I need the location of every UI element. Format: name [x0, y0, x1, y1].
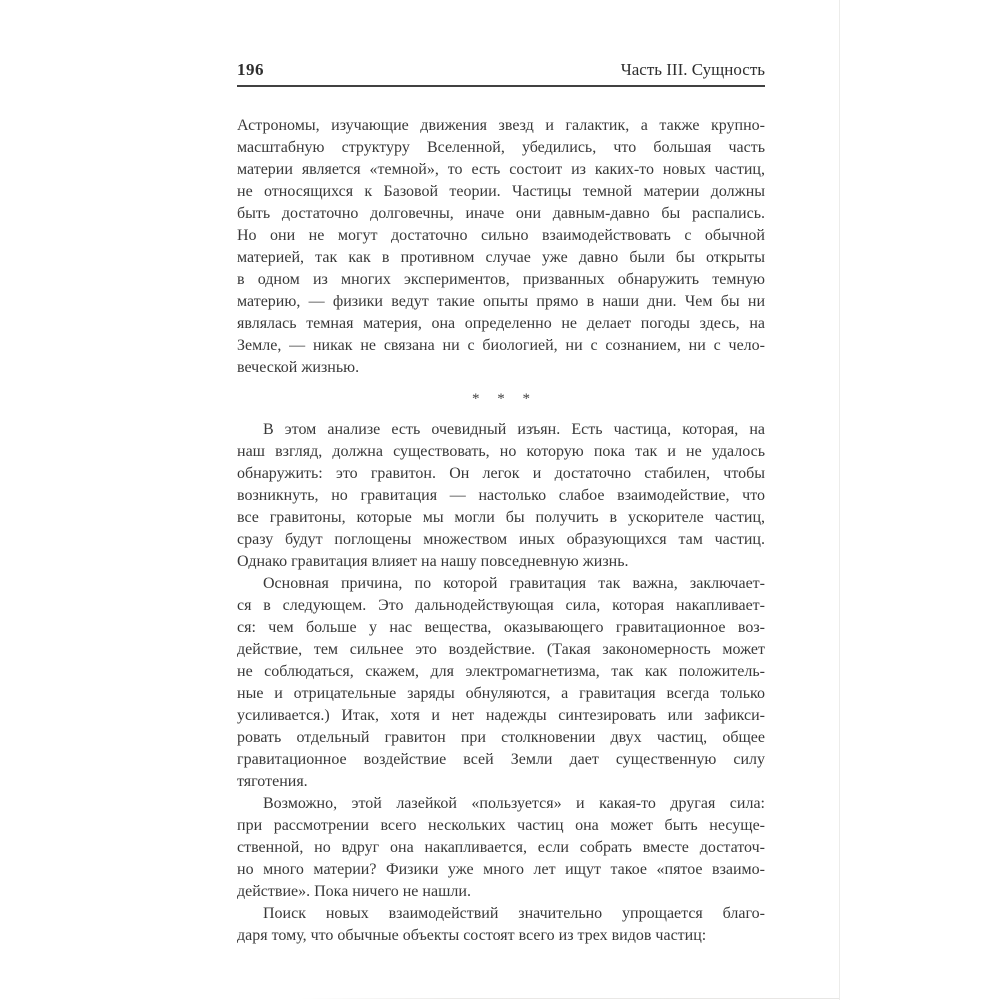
paragraph — [237, 419, 765, 573]
text-line: даря тому, что обычные объекты состоят всего из трех видов частиц: — [237, 927, 707, 944]
text-line: действие». Пока ничего не нашли. — [237, 883, 471, 900]
page-bottom-edge — [300, 998, 839, 999]
text-line: материей, так как в противном случае уже давно были бы открыты — [237, 249, 765, 266]
text-line: обнаружить: это гравитон. Он легок и достаточно стабилен, чтобы — [237, 465, 765, 482]
text-line: являлась темная материя, она определенно не делает погоды здесь, на — [237, 315, 765, 332]
text-line: ся в следующем. Это дальнодействующая сила, которая накапливает- — [237, 597, 765, 614]
text-line: гравитационное воздействие всей Земли дает существенную силу — [237, 751, 765, 768]
text-line: Земле, — никак не связана ни с биологией, ни с сознанием, ни с чело- — [237, 337, 765, 354]
paragraph-group-closing — [237, 419, 765, 947]
paragraph — [237, 903, 765, 947]
text-line: не соблюдаться, скажем, для электромагнетизма, так как положитель- — [237, 663, 765, 680]
text-line: Возможно, этой лазейкой «пользуется» и какая-то другая сила: — [263, 795, 765, 812]
text-line: масштабную структуру Вселенной, убедились, что большая часть — [237, 139, 765, 156]
text-line: в одном из многих экспериментов, призванных обнаружить темную — [237, 271, 765, 288]
text-line: Поиск новых взаимодействий значительно упрощается благо- — [263, 905, 765, 922]
page-number: 196 — [237, 60, 264, 79]
text-line: ственной, но вдруг она накапливается, если собрать вместе достаточ- — [237, 839, 765, 856]
text-line: В этом анализе есть очевидный изъян. Есть частица, которая, на — [263, 421, 765, 438]
running-title: Часть III. Сущность — [620, 60, 765, 79]
text-line: Однако гравитация влияет на нашу повседневную жизнь. — [237, 553, 629, 570]
page-header — [237, 58, 765, 87]
text-line: сразу будут поглощены множеством иных образующихся там частиц. — [237, 531, 765, 548]
section-separator: * * * — [472, 391, 537, 407]
text-line: не относящихся к Базовой теории. Частицы темной материи должны — [237, 183, 765, 200]
text-line: материи является «темной», то есть состоит из каких-то новых частиц, — [237, 161, 765, 178]
body-text — [237, 115, 765, 947]
paragraph-group-opening — [237, 115, 765, 379]
text-line: Астрономы, изучающие движения звезд и галактик, а также крупно- — [237, 117, 765, 134]
text-line: действие, тем сильнее это воздействие. (Такая закономерность может — [237, 641, 765, 658]
text-line: возникнуть, но гравитация — настолько слабое взаимодействие, что — [237, 487, 765, 504]
text-line: но много материи? Физики уже много лет ищут такое «пятое взаимо- — [237, 861, 765, 878]
text-line: тяготения. — [237, 773, 308, 790]
text-line: материю, — физики ведут такие опыты прямо в наши дни. Чем бы ни — [237, 293, 765, 310]
page-right-edge — [839, 0, 840, 1000]
text-line: наш взгляд, должна существовать, но которую пока так и не удалось — [237, 443, 765, 460]
text-line: усиливается.) Итак, хотя и нет надежды синтезировать или зафикси- — [237, 707, 765, 724]
paragraph — [237, 115, 765, 379]
text-line: быть достаточно долговечны, иначе они давным-давно бы распались. — [237, 205, 765, 222]
text-line: ные и отрицательные заряды обнуляются, а гравитация всегда только — [237, 685, 765, 702]
paragraph — [237, 573, 765, 793]
text-line: все гравитоны, которые мы могли бы получить в ускорителе частиц, — [237, 509, 765, 526]
text-line: веческой жизнью. — [237, 359, 360, 376]
text-line: Основная причина, по которой гравитация так важна, заключает- — [263, 575, 765, 592]
text-line: при рассмотрении всего нескольких частиц она может быть несуще- — [237, 817, 765, 834]
text-line: ровать отдельный гравитон при столкновении двух частиц, общее — [237, 729, 765, 746]
text-line: ся: чем больше у нас вещества, оказывающего гравитационное воз- — [237, 619, 765, 636]
paragraph — [237, 793, 765, 903]
text-line: Но они не могут достаточно сильно взаимодействовать с обычной — [237, 227, 765, 244]
